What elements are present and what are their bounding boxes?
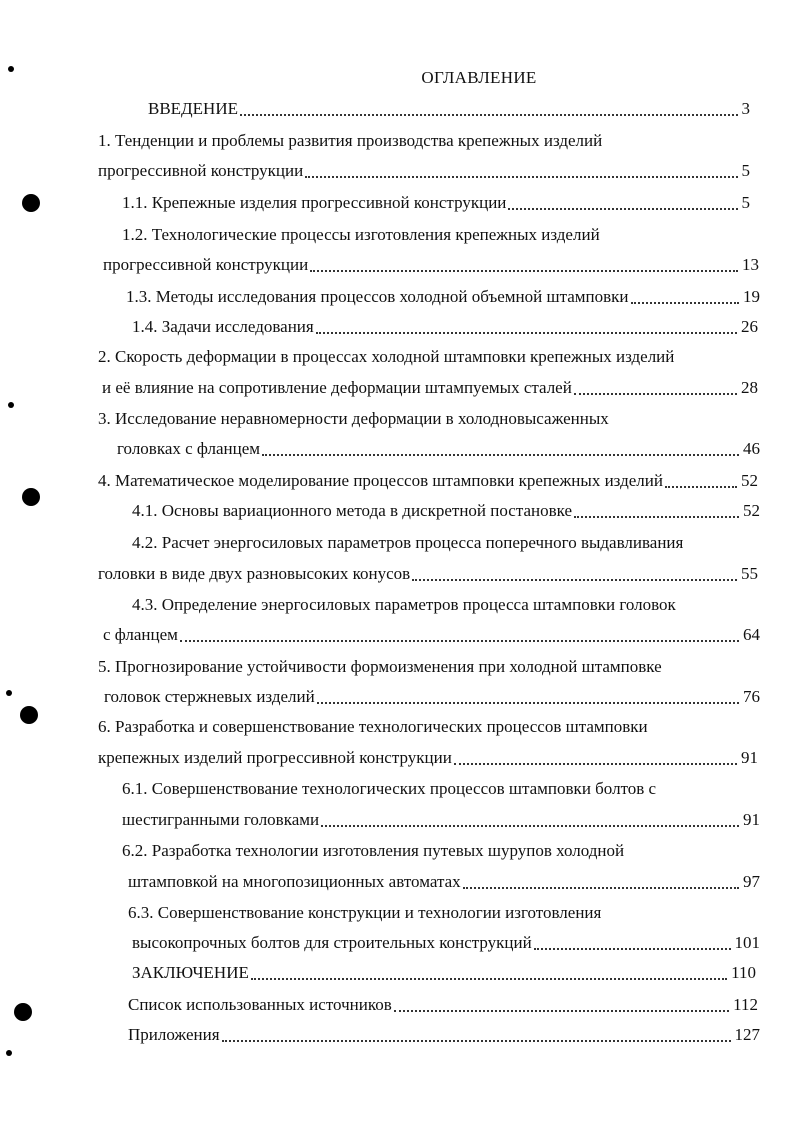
toc-page-number: 91	[743, 810, 760, 829]
dot-leader	[310, 270, 738, 272]
toc-entry-text: 4.1. Основы вариационного метода в дискретной постановке	[132, 501, 573, 520]
toc-entry-chapter-3	[117, 438, 760, 460]
toc-page-number: 5	[741, 161, 750, 180]
toc-entry-section-4-3	[103, 624, 760, 646]
toc-entry-text: 3. Исследование неравномерности деформации в холодновысаженных	[98, 409, 609, 428]
toc-entry-chapter-2	[102, 377, 758, 399]
toc-entry-text: шестигранными головками	[122, 810, 320, 829]
toc-entry-section-1-4	[132, 316, 758, 338]
toc-entry-text: головок стержневых изделий	[104, 687, 315, 706]
dot-leader	[316, 332, 737, 334]
toc-page-number: 28	[741, 378, 758, 397]
toc-page-number: 5	[741, 193, 750, 212]
toc-entry-text: Список использованных источников	[128, 995, 392, 1014]
toc-entry-text: и её влияние на сопротивление деформации штампуемых сталей	[102, 378, 572, 397]
dot-leader	[222, 1040, 731, 1042]
dot-leader	[508, 208, 737, 210]
toc-page-number: 127	[734, 1025, 760, 1044]
toc-entry-text: головки в виде двух разновысоких конусов	[98, 564, 411, 583]
dot-leader	[262, 454, 739, 456]
scan-speck	[6, 690, 12, 696]
toc-entry-text: с фланцем	[103, 625, 178, 644]
dot-leader	[574, 516, 739, 518]
dot-leader	[240, 114, 738, 116]
toc-page-number: 76	[743, 687, 760, 706]
toc-page-number: 55	[741, 564, 758, 583]
toc-entry-section-4-2	[98, 563, 758, 585]
binder-hole	[22, 194, 40, 212]
toc-entry-text: 1.2. Технологические процессы изготовления крепежных изделий	[122, 225, 600, 244]
toc-entry-text: 4. Математическое моделирование процессов штамповки крепежных изделий	[98, 471, 663, 490]
toc-entry-text: 4.2. Расчет энергосиловых параметров процесса поперечного выдавливания	[132, 533, 684, 552]
dot-leader	[534, 948, 731, 950]
dot-leader	[463, 887, 739, 889]
toc-entry-text: 1. Тенденции и проблемы развития производства крепежных изделий	[98, 131, 603, 150]
dot-leader	[412, 579, 737, 581]
dot-leader	[631, 302, 739, 304]
toc-entry-section-4-1	[132, 500, 760, 522]
toc-entry-text: 1.3. Методы исследования процессов холодной объемной штамповки	[126, 287, 629, 306]
toc-entry-text: 6.3. Совершенствование конструкции и технологии изготовления	[128, 903, 602, 922]
dot-leader	[180, 640, 739, 642]
toc-page-number: 64	[743, 625, 760, 644]
toc-page-number: 110	[731, 963, 756, 982]
binder-hole	[22, 488, 40, 506]
toc-entry-chapter-5	[104, 686, 760, 708]
toc-entry-text: крепежных изделий прогрессивной конструкции	[98, 748, 452, 767]
toc-page-number: 97	[743, 872, 760, 891]
dot-leader	[305, 176, 737, 178]
toc-page-number: 26	[741, 317, 758, 336]
dot-leader	[251, 978, 727, 980]
toc-entry-section-6-2	[128, 871, 760, 893]
dot-leader	[454, 763, 737, 765]
binder-hole	[20, 706, 38, 724]
toc-page-number: 52	[743, 501, 760, 520]
dot-leader	[317, 702, 739, 704]
toc-page-number: 3	[741, 99, 750, 118]
toc-entry-text: 5. Прогнозирование устойчивости формоизменения при холодной штамповке	[98, 657, 662, 676]
toc-page-number: 52	[741, 471, 758, 490]
toc-page-number: 13	[742, 255, 759, 274]
toc-entry-text: 1.1. Крепежные изделия прогрессивной конструкции	[122, 193, 507, 212]
dot-leader	[394, 1010, 729, 1012]
toc-entry-text: ЗАКЛЮЧЕНИЕ	[132, 963, 249, 982]
toc-entry-text: 4.3. Определение энергосиловых параметров процесса штамповки головок	[132, 595, 676, 614]
toc-entry-section-1-1	[122, 192, 750, 214]
dot-leader	[665, 486, 737, 488]
toc-entry-text: головках с фланцем	[117, 439, 261, 458]
toc-entry-references	[128, 994, 758, 1016]
toc-entry-text: штамповкой на многопозиционных автоматах	[128, 872, 461, 891]
toc-entry-text: 1.4. Задачи исследования	[132, 317, 314, 336]
toc-page-number: 19	[743, 287, 760, 306]
dot-leader	[574, 393, 737, 395]
toc-entry-section-1-3	[126, 286, 760, 308]
toc-entry-text: 6. Разработка и совершенствование технологических процессов штамповки	[98, 717, 648, 736]
toc-page-number: 91	[741, 748, 758, 767]
toc-entry-text: 6.1. Совершенствование технологических процессов штамповки болтов с	[122, 779, 657, 798]
toc-entry-introduction	[148, 98, 750, 120]
toc-entry-text: 2. Скорость деформации в процессах холодной штамповки крепежных изделий	[98, 347, 675, 366]
binder-hole	[14, 1003, 32, 1021]
toc-entry-text: высокопрочных болтов для строительных конструкций	[132, 933, 532, 952]
toc-page-number: 112	[733, 995, 758, 1014]
toc-entry-conclusion	[132, 962, 756, 984]
dot-leader	[321, 825, 739, 827]
toc-entry-text: Приложения	[128, 1025, 220, 1044]
toc-entry-text: прогрессивной конструкции	[103, 255, 309, 274]
toc-page-number: 46	[743, 439, 760, 458]
scan-speck	[6, 1050, 12, 1056]
scan-speck	[8, 402, 14, 408]
toc-entry-chapter-4	[98, 470, 758, 492]
page-title: ОГЛАВЛЕНИЕ	[421, 68, 537, 87]
toc-entry-section-6-1	[122, 809, 760, 831]
toc-entry-text: 6.2. Разработка технологии изготовления путевых шурупов холодной	[122, 841, 625, 860]
toc-entry-text: прогрессивной конструкции	[98, 161, 304, 180]
toc-entry-text: ВВЕДЕНИЕ	[148, 99, 238, 118]
toc-entry-appendices	[128, 1024, 760, 1046]
toc-entry-chapter-1	[98, 160, 750, 182]
toc-entry-section-6-3	[132, 932, 760, 954]
toc-entry-section-1-2	[103, 254, 759, 276]
toc-entry-chapter-6	[98, 747, 758, 769]
toc-page-number: 101	[734, 933, 760, 952]
